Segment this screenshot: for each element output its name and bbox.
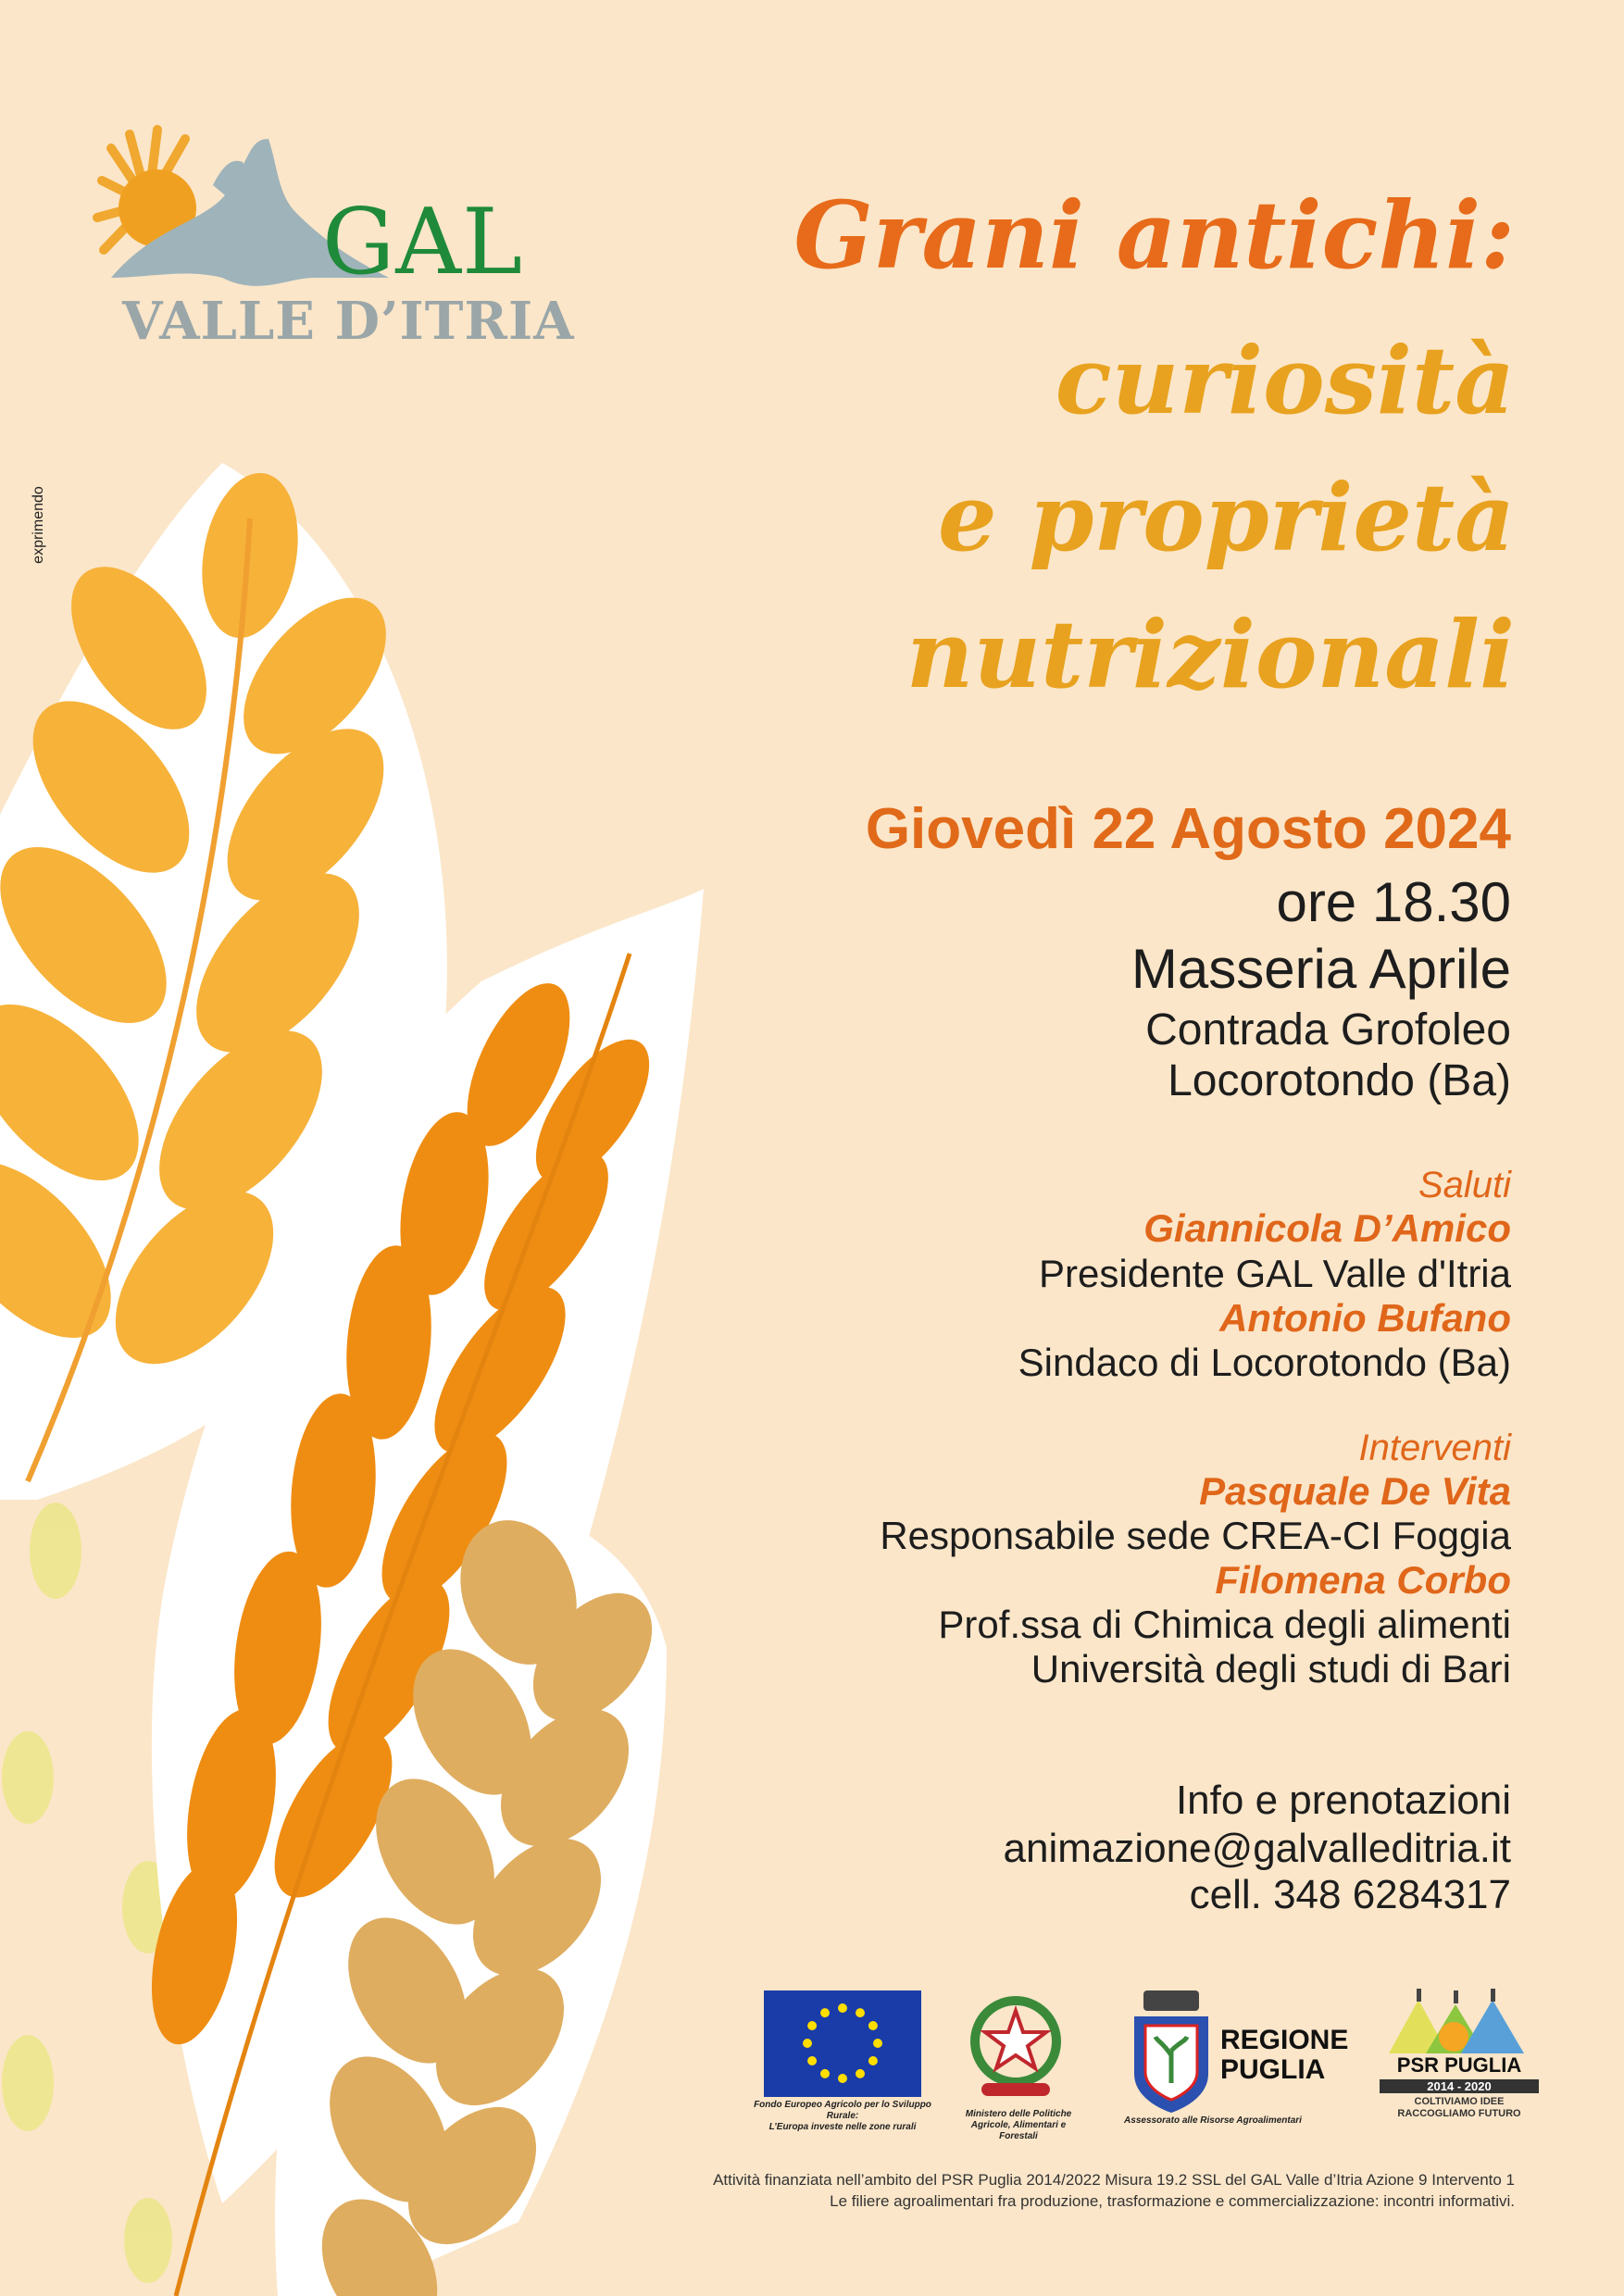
puglia-caption: Assessorato alle Risorse Agroalimentari xyxy=(1124,2115,1302,2126)
event-time: ore 18.30 xyxy=(1276,871,1511,933)
footer-line-2: Le filiere agroalimentari fra produzione, trasformazione e commercializzazione: incontri informativi. xyxy=(830,2192,1515,2210)
speaker-role-2: Università degli studi di Bari xyxy=(1031,1647,1511,1691)
contact-phone: cell. 348 6284317 xyxy=(1189,1872,1511,1917)
eu-star-icon xyxy=(803,2039,812,2048)
psr-wordmark: PSR PUGLIA xyxy=(1396,2053,1522,2077)
italy-emblem-logo xyxy=(975,2001,1056,2096)
speaker-name: Antonio Bufano xyxy=(1219,1296,1511,1340)
eu-star-icon xyxy=(807,2021,817,2030)
eu-star-icon xyxy=(820,2008,830,2017)
psr-slogan: COLTIVIAMO IDEE RACCOGLIAMO FUTURO xyxy=(1397,2096,1521,2119)
regione-puglia-logo xyxy=(1134,1990,1208,2113)
speaker-name: Giannicola D’Amico xyxy=(1143,1206,1511,1250)
psr-puglia-logo xyxy=(1389,1989,1524,2053)
speaker-role: Sindaco di Locorotondo (Ba) xyxy=(1018,1341,1511,1384)
event-address: Contrada Grofoleo xyxy=(1145,1005,1511,1054)
event-city: Locorotondo (Ba) xyxy=(1168,1056,1511,1105)
eu-star-icon xyxy=(856,2008,865,2017)
eu-star-icon xyxy=(856,2069,865,2078)
contact-email[interactable]: animazione@galvalleditria.it xyxy=(1003,1826,1511,1871)
title-line-2: curiosità xyxy=(1055,326,1515,435)
speaker-role: Prof.ssa di Chimica degli alimenti xyxy=(938,1603,1511,1646)
footer-line-1: Attività finanziata nell’ambito del PSR Puglia 2014/2022 Misura 19.2 SSL del GAL Valle d’Itria Azione 9 Intervento 1 xyxy=(713,2171,1515,2189)
eu-flag-logo xyxy=(764,1990,921,2097)
speaker-name: Pasquale De Vita xyxy=(1199,1469,1511,1513)
eu-star-icon xyxy=(873,2039,882,2048)
credit-label: exprimendo xyxy=(31,486,46,564)
event-date: Giovedì 22 Agosto 2024 xyxy=(865,797,1511,861)
regione-puglia-wordmark: REGIONE PUGLIA xyxy=(1220,2025,1349,2085)
speaker-name: Filomena Corbo xyxy=(1215,1558,1511,1602)
eu-star-icon xyxy=(838,2074,847,2083)
eu-caption: Fondo Europeo Agricolo per lo Sviluppo Rurale: L’Europa investe nelle zone rurali xyxy=(754,2100,931,2132)
gal-logo-subtitle: VALLE D’ITRIA xyxy=(122,291,575,352)
ministry-caption: Ministero delle Politiche Agricole, Alimentari e Forestali xyxy=(965,2109,1072,2141)
eu-star-icon xyxy=(838,2003,847,2013)
event-venue: Masseria Aprile xyxy=(1131,938,1511,1000)
title-line-1: Grani antichi: xyxy=(793,181,1515,290)
psr-years: 2014 - 2020 xyxy=(1380,2079,1539,2093)
eu-star-icon xyxy=(868,2021,878,2030)
section-saluti: Saluti xyxy=(1418,1165,1511,1205)
section-interventi: Interventi xyxy=(1358,1428,1511,1468)
title-line-4: nutrizionali xyxy=(906,600,1515,709)
eu-star-icon xyxy=(868,2056,878,2065)
speaker-role: Presidente GAL Valle d'Itria xyxy=(1039,1252,1511,1295)
printer-credit xyxy=(20,480,57,591)
title-line-3: e proprietà xyxy=(938,463,1515,572)
eu-star-icon xyxy=(820,2069,830,2078)
eu-star-icon xyxy=(807,2056,817,2065)
info-heading: Info e prenotazioni xyxy=(1175,1778,1511,1823)
gal-logo-wordmark: GAL xyxy=(322,190,524,295)
speaker-role: Responsabile sede CREA-CI Foggia xyxy=(880,1514,1511,1557)
